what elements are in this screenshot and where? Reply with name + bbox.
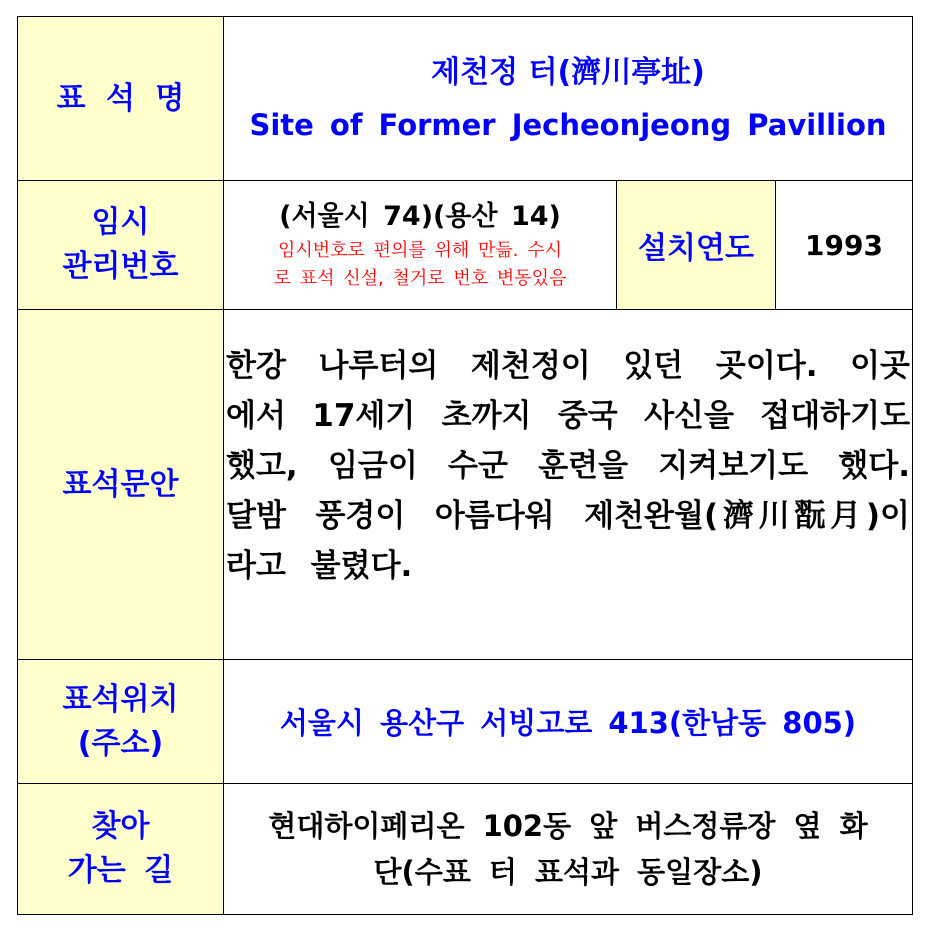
row-directions <box>18 784 913 915</box>
location-text: 서울시 용산구 서빙고로 413(한남동 805) <box>279 706 857 740</box>
text-line-1: 한강 나루터의 제천정이 있던 곳이다. 이곳 <box>226 347 911 384</box>
value-directions <box>224 784 913 915</box>
label-temp-number-line2: 관리번호 <box>62 249 179 284</box>
label-name <box>18 17 224 181</box>
row-location <box>18 660 913 784</box>
directions-line2: 단(수표 터 표석과 동일장소) <box>373 855 763 889</box>
value-temp-number <box>224 181 617 310</box>
label-directions <box>18 784 224 915</box>
install-year-text: 1993 <box>805 228 883 262</box>
label-location-line1: 표석위치 <box>62 681 179 717</box>
value-text <box>224 310 913 660</box>
name-english: Site of Former Jecheonjeong Pavillion <box>249 107 887 142</box>
text-line-4: 달밤 풍경이 아름다워 제천완월(濟川翫月)이 <box>226 497 911 534</box>
label-name-text: 표 석 명 <box>56 80 185 116</box>
value-name <box>224 17 913 181</box>
label-install-year <box>617 181 776 310</box>
text-line-3: 했고, 임금이 수군 훈련을 지켜보기도 했다. <box>226 447 911 484</box>
value-install-year <box>776 181 913 310</box>
label-text-text: 표석문안 <box>62 466 179 502</box>
monument-info-sheet <box>17 16 912 915</box>
value-location <box>224 660 913 784</box>
monument-info-table <box>17 16 913 915</box>
label-directions-line1: 찾아 <box>91 809 150 844</box>
label-temp-number <box>18 181 224 310</box>
name-korean: 제천정 터(濟川亭址) <box>431 54 705 90</box>
temp-number-note-line2: 로 표석 신설, 철거로 번호 변동있음 <box>273 268 567 289</box>
label-location-line2: (주소) <box>77 725 164 761</box>
row-name <box>18 17 913 181</box>
text-line-2: 에서 17세기 초까지 중국 사신을 접대하기도 <box>226 397 911 434</box>
label-temp-number-line1: 임시 <box>91 205 150 240</box>
label-install-year-text: 설치연도 <box>638 231 754 266</box>
temp-number-value: (서울시 74)(용산 14) <box>279 201 561 232</box>
label-text <box>18 310 224 660</box>
directions-line1: 현대하이페리온 102동 앞 버스정류장 옆 화 <box>268 809 868 843</box>
temp-number-note-line1: 임시번호로 편의를 위해 만듦. 수시 <box>277 240 563 261</box>
label-location <box>18 660 224 784</box>
row-temp-number <box>18 181 913 310</box>
row-text <box>18 310 913 660</box>
text-line-5: 라고 불렸다. <box>226 547 413 584</box>
label-directions-line2: 가는 길 <box>67 853 174 888</box>
